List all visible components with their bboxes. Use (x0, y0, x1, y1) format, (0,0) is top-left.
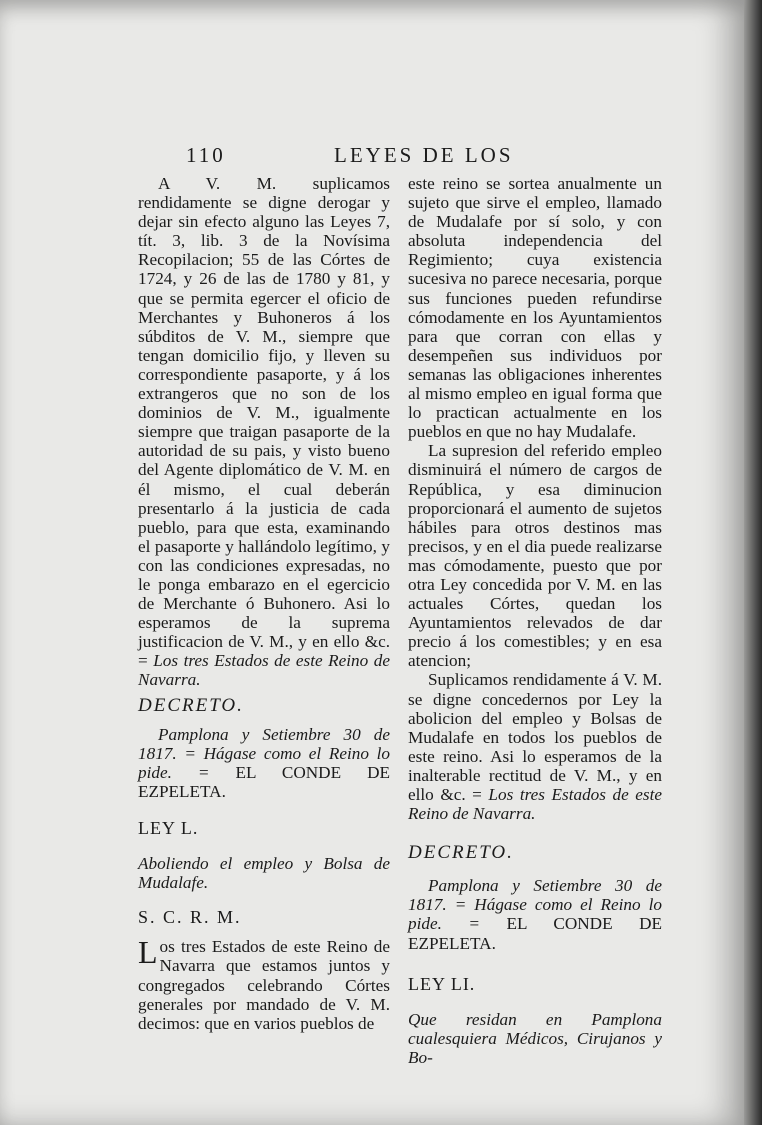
page-number: 110 (186, 143, 226, 167)
drop-cap: L (138, 934, 158, 971)
petition-text: A V. M. suplicamos rendidamente se digne derogar y dejar sin efecto alguno las Leyes 7, tít. 3, lib. 3 de la Novísima Recopilacion; 55 de las Córtes de 1724, y 26 de las de 1780 y 81, y que se permita egercer el oficio de Merchantes y Buhoneros á los súbditos de V. M., siempre que tengan domicilio fijo, y lleven su correspondiente pasaporte, y á los extrangeros que no son de los dominios de V. M., igualmente siempre que traigan pasaporte de la autoridad de su pais, y visto bueno del Agente diplomático de V. M. en él mismo, el cual deberán presentarlo á la justicia de cada pueblo, para que esta, examinando el pasaporte y hallándolo legítimo, y con las condiciones expresadas, no le ponga embarazo en el egercicio de Merchante ó Buhonero. Asi lo esperamos de la suprema justificacion de V. M., y en ello &c. = (138, 174, 390, 671)
scrm-heading: S. C. R. M. (138, 907, 242, 928)
ley-l-paragraph (138, 934, 390, 1033)
running-title: LEYES DE LOS (334, 143, 514, 167)
ley-li-subtitle: Que residan en Pamplona cualesquiera Médicos, Cirujanos y Bo- (408, 1009, 662, 1067)
decreto-paragraph (138, 725, 390, 801)
ley-l-subtitle: Aboliendo el empleo y Bolsa de Mudalafe. (138, 854, 390, 893)
decreto-heading: DECRETO. (138, 694, 244, 716)
suplica-text: Suplicamos rendidamente á V. M. se digne concedernos por Ley la abolicion del empleo y Bolsas de Mudalafe en todos los pueblos de este reino. Asi lo esperamos de la inalterable rectitud de V. M., y en ello &c. = (408, 670, 662, 804)
left-column (138, 174, 390, 1033)
decreto-signature-2: EL CONDE DE EZPELETA. (408, 914, 662, 953)
decreto-text-2: Pamplona y Setiembre 30 de 1817. = Hágase como el Reino lo pide. = (408, 876, 662, 934)
decreto-heading-2: DECRETO. (408, 842, 514, 864)
suplica-signature: Los tres Estados de este Reino de Navarra. (408, 785, 662, 824)
decreto-paragraph-2 (408, 876, 662, 952)
ley-li-heading: LEY LI. (408, 973, 476, 994)
ley-l-text: os tres Estados de este Reino de Navarra que estamos juntos y congregados celebrando Córtes generales por mandado de V. M. decimos: que en varios pueblos de (138, 937, 390, 1033)
mudalafe-paragraph: este reino se sortea anualmente un sujeto que sirve el empleo, llamado de Mudalafe por sí solo, y con absoluta independencia del Regimiento; cuya existencia sucesiva no parece necesaria, porque sus funciones pueden refundirse cómodamente en los Ayuntamientos para que corran con ellas y desempeñen sus individuos por semanas las obligaciones inherentes al mismo empleo en igual forma que lo practican actualmente en los pueblos en que no hay Mudalafe. (408, 174, 662, 442)
supresion-paragraph: La supresion del referido empleo disminuirá el número de cargos de República, y esa diminucion proporcionará el aumento de sujetos hábiles para otros destinos mas precisos, y en el dia puede realizarse mas cómodamente, puesto que por otra Ley concedida por V. M. en las actuales Córtes, quedan los Ayuntamientos relevados de dar precio á los comestibles; y en esa atencion; (408, 441, 662, 671)
ley-l-heading: LEY L. (138, 818, 199, 838)
petition-paragraph (138, 174, 390, 690)
page-edge-shadow (744, 0, 762, 1125)
decreto-text: Pamplona y Setiembre 30 de 1817. = Hágase como el Reino lo pide. = (138, 724, 390, 782)
petition-signature: Los tres Estados de este Reino de Navarra. (138, 651, 390, 690)
right-column (408, 174, 662, 1067)
suplica-paragraph (408, 670, 662, 823)
decreto-signature: EL CONDE DE EZPELETA. (138, 762, 390, 801)
